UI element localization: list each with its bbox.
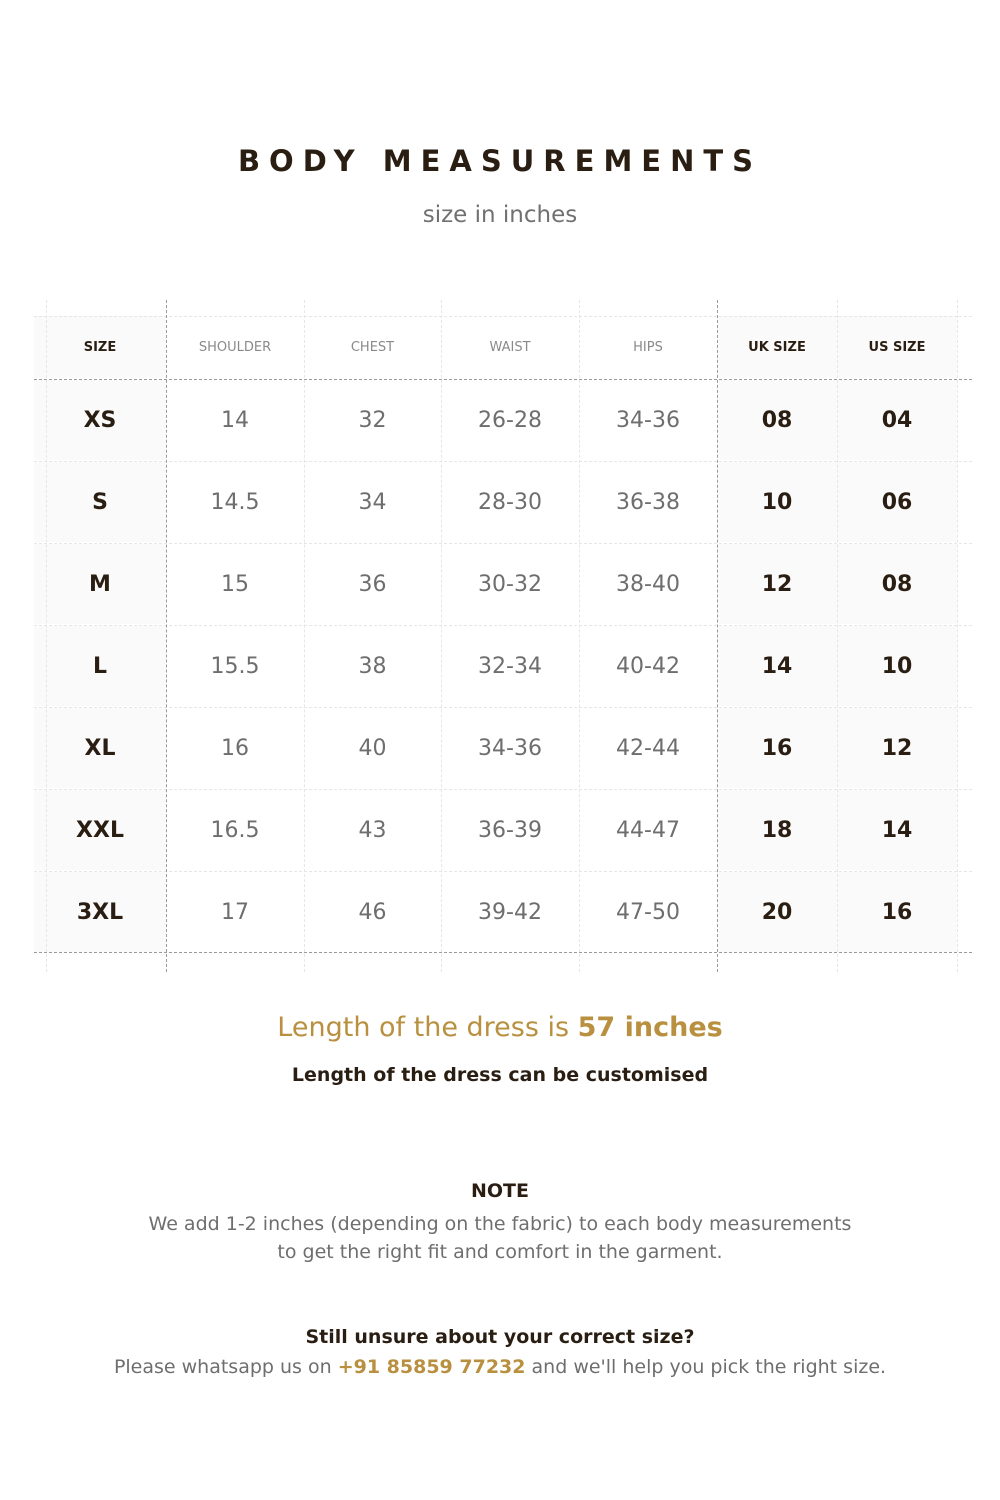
cell-hips: 42-44 (616, 735, 680, 761)
cell-us-size: 10 (837, 626, 957, 706)
header-uk-size: UK SIZE (717, 316, 837, 378)
cell-uk-size: 08 (717, 380, 837, 460)
header-waist: WAIST (489, 339, 531, 355)
cell-chest: 38 (358, 653, 387, 679)
cell-waist: 36-39 (478, 817, 542, 843)
table-row (34, 544, 972, 624)
cell-us-size: 14 (837, 790, 957, 870)
cell-uk-size: 14 (717, 626, 837, 706)
grid-line (34, 543, 972, 544)
grid-line (34, 789, 972, 790)
whatsapp-contact (0, 1356, 1000, 1378)
page-title: BODY MEASUREMENTS (237, 144, 763, 178)
header-shoulder: SHOULDER (198, 339, 272, 355)
dress-length-value: 57 inches (577, 1012, 723, 1043)
cell-waist: 39-42 (478, 899, 542, 925)
cell-us-size: 16 (837, 872, 957, 952)
cell-shoulder: 17 (221, 899, 249, 925)
cell-hips: 38-40 (616, 571, 680, 597)
whatsapp-phone-number[interactable]: +91 85859 77232 (337, 1356, 526, 1378)
grid-line (34, 871, 972, 872)
cell-chest: 32 (358, 407, 387, 433)
cell-chest: 46 (358, 899, 387, 925)
cell-us-size: 12 (837, 708, 957, 788)
cell-hips: 34-36 (616, 407, 680, 433)
cell-hips: 44-47 (616, 817, 680, 843)
cell-hips: 40-42 (616, 653, 680, 679)
cell-uk-size: 18 (717, 790, 837, 870)
cell-size: XS (34, 380, 166, 460)
cell-waist: 26-28 (478, 407, 542, 433)
grid-line-strong (34, 952, 972, 953)
cell-waist: 34-36 (478, 735, 542, 761)
note-line: to get the right fit and comfort in the garment. (277, 1241, 723, 1263)
cell-size: L (34, 626, 166, 706)
dress-length (0, 1012, 1000, 1043)
cell-us-size: 08 (837, 544, 957, 624)
customisation-note: Length of the dress can be customised (291, 1064, 709, 1086)
grid-line (579, 300, 580, 972)
cell-waist: 32-34 (478, 653, 542, 679)
cell-size: M (34, 544, 166, 624)
grid-line-strong (166, 300, 167, 972)
cell-hips: 47-50 (616, 899, 680, 925)
cell-size: S (34, 462, 166, 542)
grid-line (46, 300, 47, 972)
cell-size: XXL (34, 790, 166, 870)
table-row (34, 708, 972, 788)
table-row (34, 462, 972, 542)
grid-line (957, 300, 958, 972)
header-us-size: US SIZE (837, 316, 957, 378)
cell-size: 3XL (34, 872, 166, 952)
note-heading: NOTE (471, 1180, 529, 1202)
cell-chest: 34 (358, 489, 387, 515)
header-size: SIZE (34, 316, 166, 378)
cell-us-size: 06 (837, 462, 957, 542)
cell-hips: 36-38 (616, 489, 680, 515)
table-row (34, 790, 972, 870)
cell-uk-size: 10 (717, 462, 837, 542)
header-chest: CHEST (350, 339, 395, 355)
cell-shoulder: 15.5 (210, 653, 260, 679)
cell-shoulder: 14.5 (210, 489, 260, 515)
grid-line-strong (34, 379, 972, 380)
page-subtitle: size in inches (422, 202, 578, 228)
contact-prefix: Please whatsapp us on (113, 1356, 338, 1378)
note-body (100, 1210, 900, 1266)
table-row (34, 872, 972, 952)
note-line: We add 1-2 inches (depending on the fabric) to each body measurements (148, 1213, 852, 1235)
cell-chest: 43 (358, 817, 387, 843)
grid-line (837, 300, 838, 972)
table-header-row (34, 316, 972, 378)
cell-waist: 28-30 (478, 489, 542, 515)
dress-length-prefix: Length of the dress is (277, 1012, 578, 1043)
cell-uk-size: 20 (717, 872, 837, 952)
header-hips: HIPS (633, 339, 663, 355)
grid-line-strong (717, 300, 718, 972)
cell-waist: 30-32 (478, 571, 542, 597)
cell-chest: 40 (358, 735, 387, 761)
cell-shoulder: 14 (221, 407, 249, 433)
grid-line (34, 625, 972, 626)
grid-line (34, 316, 972, 317)
cell-uk-size: 16 (717, 708, 837, 788)
size-chart-table (34, 300, 972, 972)
contact-suffix: and we'll help you pick the right size. (525, 1356, 887, 1378)
table-row (34, 380, 972, 460)
help-heading: Still unsure about your correct size? (305, 1326, 695, 1348)
grid-line (34, 707, 972, 708)
cell-shoulder: 16 (221, 735, 249, 761)
cell-shoulder: 16.5 (210, 817, 260, 843)
grid-line (304, 300, 305, 972)
table-row (34, 626, 972, 706)
cell-shoulder: 15 (221, 571, 249, 597)
cell-chest: 36 (358, 571, 387, 597)
cell-size: XL (34, 708, 166, 788)
cell-us-size: 04 (837, 380, 957, 460)
grid-line (441, 300, 442, 972)
grid-line (34, 461, 972, 462)
cell-uk-size: 12 (717, 544, 837, 624)
